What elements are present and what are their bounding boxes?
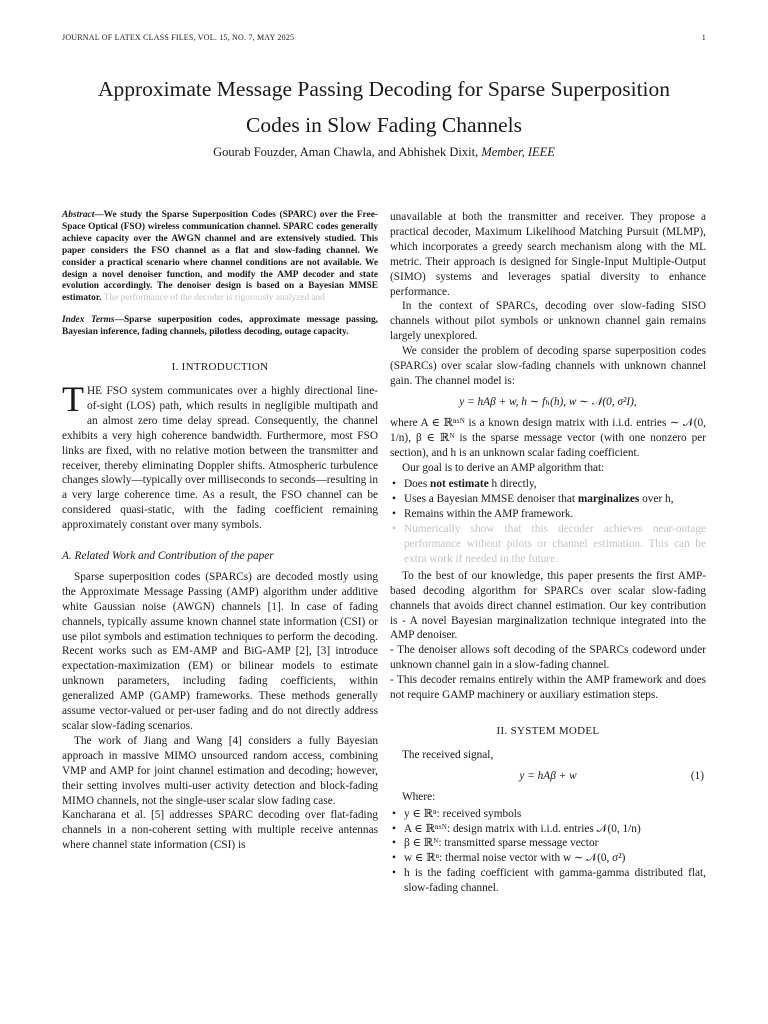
goal-item-2: • Uses a Bayesian MMSE denoiser that marginalizes over h, <box>404 492 706 507</box>
goal-list <box>390 477 706 566</box>
where-label: Where: <box>402 790 436 803</box>
journal-name: JOURNAL OF LATEX CLASS FILES, VOL. 15, NO. 7, MAY 2025 <box>62 33 295 42</box>
right-paragraph-7: - This decoder remains entirely within the AMP framework and does not require GAMP machinery or auxiliary estimation steps. <box>390 674 706 702</box>
index-terms-label: Index Terms <box>62 315 115 326</box>
right-paragraph-1: unavailable at both the transmitter and receiver. They propose a practical decoder, Maximum Likelihood Matching Pursuit (MLMP), which incorporates a greedy search mechanism along with the ML metric. Their approach is designed for Single-Input Multiple-Output (SIMO) systems and leverages spatial diversity to enhance performance. <box>390 211 706 298</box>
related-work-paragraph-3: Kancharana et al. [5] addresses SPARC decoding over flat-fading channels in a non-coherent setting with multiple receive antennas where channel state information (CSI) is <box>62 809 378 852</box>
received-signal-text: The received signal, <box>402 748 494 761</box>
definition-item-4: • w ∈ ℝⁿ: thermal noise vector with w ∼ 𝒩(0, σ²) <box>404 851 706 866</box>
related-work-paragraph-2: The work of Jiang and Wang [4] considers a fully Bayesian approach in massive MIMO unsourced random access, combining VMP and AMP for joint channel estimation and decoding; however, their setting involves multi-user activity detection and block-fading MIMO channels, not the single-user scalar slow fading case. <box>62 734 378 807</box>
paper-title <box>40 71 728 143</box>
right-paragraph-6: - The denoiser allows soft decoding of the SPARCs codeword under unknown channel gain in a slow-fading channel. <box>390 644 706 672</box>
equation-1-body: y = hAβ + w <box>519 769 577 782</box>
right-paragraph-4: where A ∈ ℝⁿˣᴺ is a known design matrix with i.i.d. entries ∼ 𝒩(0, 1/n), β ∈ ℝᴺ is the sparse message vector (with one nonzero per section), and h is an unknown scalar fading coefficient. <box>390 416 706 459</box>
author-list <box>0 145 768 160</box>
intro-paragraph-1 <box>62 378 378 533</box>
equation-1 <box>390 769 706 784</box>
goal-item-3: • Remains within the AMP framework. <box>404 507 706 522</box>
abstract <box>62 210 378 305</box>
section-heading-introduction: I. INTRODUCTION <box>171 361 269 374</box>
left-column <box>62 210 378 853</box>
title-line-2: Codes in Slow Fading Channels <box>246 113 522 137</box>
abstract-faded-text: The performance of the decoder is rigorously analyzed and <box>101 293 325 304</box>
related-work-paragraph-1: Sparse superposition codes (SPARCs) are decoded mostly using the Approximate Message Passing (AMP) algorithm under additive white Gaussian noise (AWGN) channels [1]. In case of fading channels, typically assume known channel state information (CSI) or use pilot symbols and estimation techniques to perform the decoding. Recent works such as EM-AMP and BiG-AMP [2], [3] introduce expectation-maximization (EM) or bilinear models to estimate unknown parameters, including fading coefficients, within generalized AMP (GAMP) frameworks. These methods generally assume vector-valued or per-user fading and do not directly address scalar slow-fading scenarios. <box>62 570 378 732</box>
equation-1-number: (1) <box>690 769 704 782</box>
running-head <box>62 33 706 42</box>
index-terms-text: —Sparse superposition codes, approximate message passing, Bayesian inference, fading channels, pilotless decoding, outage capacity. <box>62 315 379 338</box>
right-column <box>390 210 706 898</box>
right-paragraph-2: In the context of SPARCs, decoding over slow-fading SISO channels without pilot symbols or unknown channel gain remains largely unexplored. <box>390 300 706 343</box>
subsection-heading-related-work: A. Related Work and Contribution of the paper <box>62 550 274 563</box>
definition-item-1: • y ∈ ℝⁿ: received symbols <box>404 807 706 822</box>
right-paragraph-3: We consider the problem of decoding sparse superposition codes (SPARCs) over scalar slow-fading channels with unknown channel gain. The channel model is: <box>390 345 706 387</box>
definition-item-5: • h is the fading coefficient with gamma-gamma distributed flat, slow-fading channel. <box>404 866 706 896</box>
authors-names: Gourab Fouzder, Aman Chawla, and Abhishek Dixit, <box>213 145 479 159</box>
definition-list <box>390 807 706 896</box>
definition-item-3: • β ∈ ℝᴺ: transmitted sparse message vector <box>404 836 706 851</box>
authors-membership: Member, IEEE <box>481 145 555 159</box>
section-heading-system-model: II. SYSTEM MODEL <box>496 725 600 737</box>
abstract-label: Abstract <box>62 210 95 220</box>
goal-intro: Our goal is to derive an AMP algorithm that: <box>402 461 605 474</box>
abstract-text: —We study the Sparse Superposition Codes (SPARC) over the Free-Space Optical (FSO) wireless communication channel. SPARC codes generally achieve capacity over the AWGN channel and are extensively studied. This paper considers the FSO channel as a flat and slow-fading channel. We consider a practical scenario where channel conditions are not available. We design a novel denoiser function, and modify the AMP decoder and state evolution accordingly. The denoiser design is based on a Bayesian MMSE estimator. <box>62 210 378 304</box>
drop-cap: T <box>62 378 84 419</box>
page-number: 1 <box>701 33 706 42</box>
title-line-1: Approximate Message Passing Decoding for Sparse Superposition <box>97 77 671 101</box>
channel-model-equation: y = hAβ + w, h ∼ fₕ(h), w ∼ 𝒩(0, σ²I), <box>459 395 637 408</box>
index-terms <box>62 315 378 339</box>
intro-paragraph-1-text: HE FSO system communicates over a highly directional line-of-sight (LOS) path, which results in negligible multipath and an almost zero time delay spread. Consequently, the channel exhibits a very high coherence bandwidth. Furthermore, most FSO links are fixed, with no relative motion between the transmitter and receiver, thereby eliminating Doppler shifts. Atmospheric turbulence changes slowly—typically over milliseconds to seconds—resulting in a very large coherence time. As a result, the FSO channel can be considered quasi-static, with the fading coefficient remaining approximately constant over many symbols. <box>62 384 378 532</box>
goal-item-1: • Does not estimate h directly, <box>404 477 706 492</box>
right-paragraph-5: To the best of our knowledge, this paper presents the first AMP-based decoding algorithm for SPARCs over scalar slow-fading channels that avoids direct channel estimation. Our key contribution is - A novel Bayesian marginalization technique integrated into the AMP denoiser. <box>390 569 706 642</box>
goal-item-4-faded: • Numerically show that this decoder achieves near-outage performance without pilots or channel estimation. This can be extra work if needed in the future. <box>404 522 706 567</box>
definition-item-2: • A ∈ ℝⁿˣᴺ: design matrix with i.i.d. entries 𝒩(0, 1/n) <box>404 822 706 837</box>
